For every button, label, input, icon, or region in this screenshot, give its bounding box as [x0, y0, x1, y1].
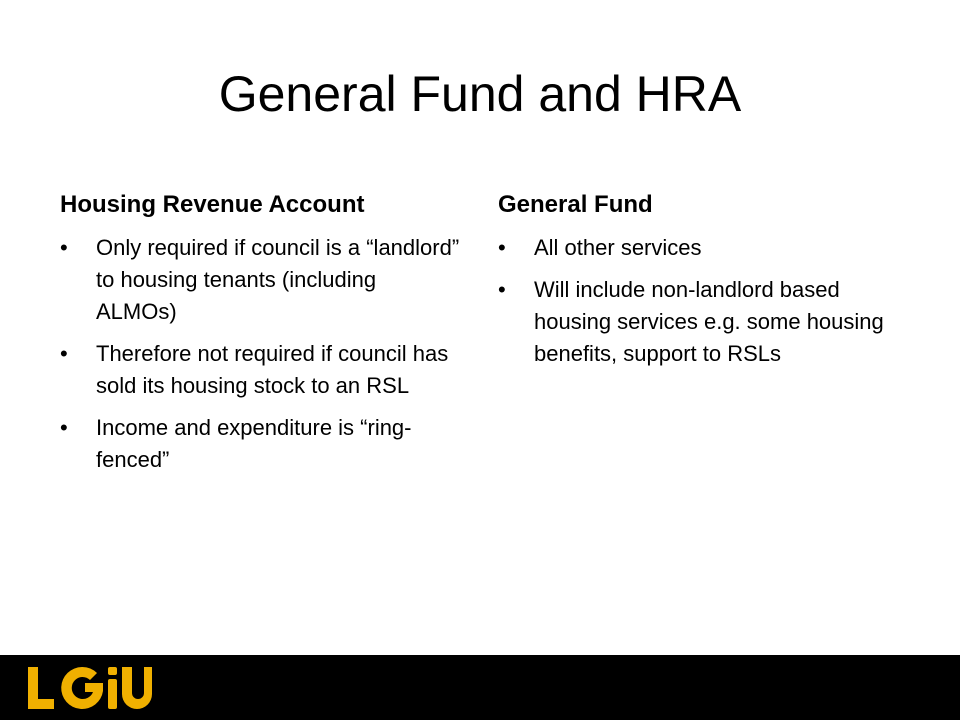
general-fund-column	[498, 188, 918, 380]
general-fund-bullet-list	[498, 232, 918, 370]
list-item	[60, 232, 460, 328]
bullet-text: Only required if council is a “landlord” to housing tenants (including ALMOs)	[96, 235, 460, 324]
list-item	[498, 274, 918, 370]
bullet-icon: •	[498, 235, 506, 260]
list-item	[60, 338, 460, 402]
slide-title: General Fund and HRA	[218, 66, 742, 122]
hra-column	[60, 188, 460, 486]
bullet-text: All other services	[534, 235, 702, 260]
bullet-icon: •	[60, 415, 68, 440]
list-item	[498, 232, 918, 264]
hra-bullet-list	[60, 232, 460, 476]
hra-heading: Housing Revenue Account	[60, 191, 365, 218]
general-fund-heading: General Fund	[498, 191, 653, 218]
bullet-text: Therefore not required if council has sold its housing stock to an RSL	[96, 341, 449, 398]
bullet-text: Will include non-landlord based housing services e.g. some housing benefits, support to RSLs	[534, 277, 884, 366]
lgiu-logo	[24, 661, 152, 715]
bullet-icon: •	[498, 277, 506, 302]
list-item	[60, 412, 460, 476]
bullet-text: Income and expenditure is “ring-fenced”	[96, 415, 412, 472]
bullet-icon: •	[60, 235, 68, 260]
bullet-icon: •	[60, 341, 68, 366]
